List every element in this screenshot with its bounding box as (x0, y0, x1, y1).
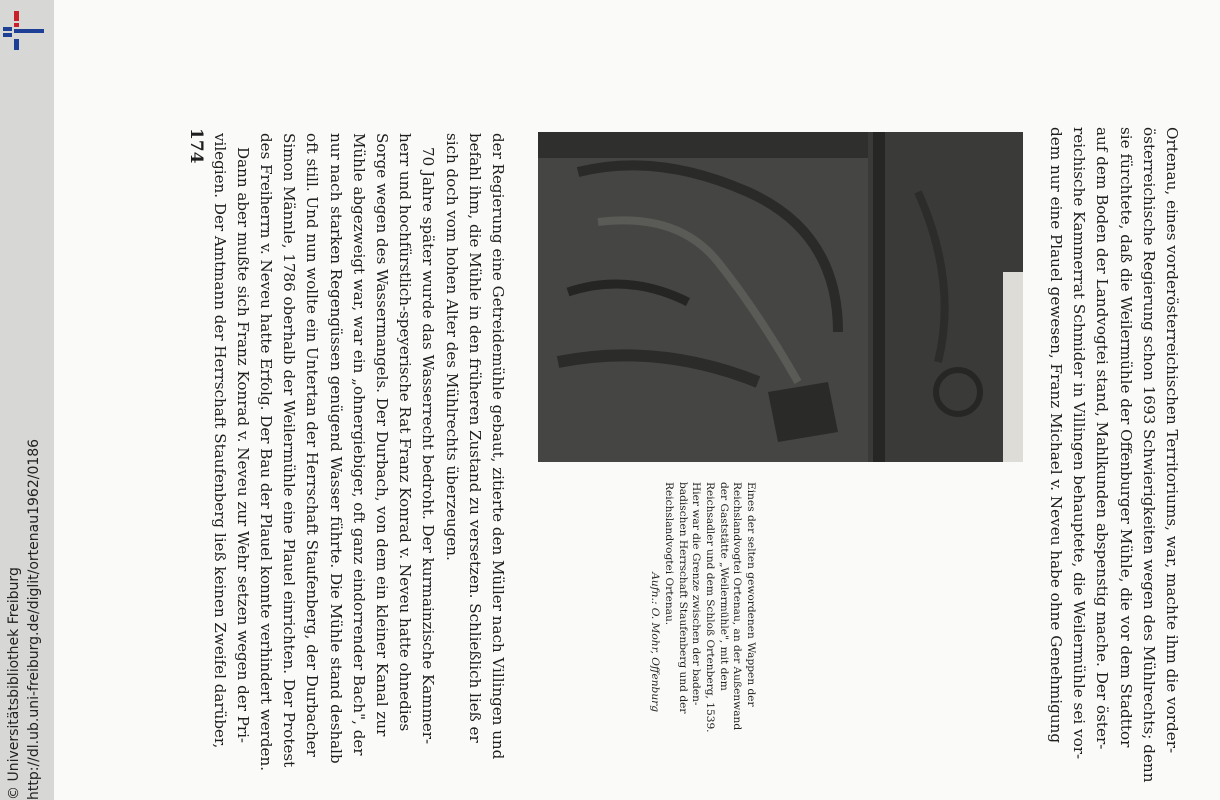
text-line: oft still. Und nun wollte ein Untertan der Herrschaft Staufenberg, der Durbacher (303, 133, 322, 757)
caption-line: badischen Herrschaft Staufenberg und der (676, 482, 689, 714)
photo-credit: Aufn.: O. Mohr, Offenburg (649, 572, 662, 712)
top-paragraph (1044, 127, 1183, 783)
text-line: nur nach starken Regengüssen genügend Wasser führte. Die Mühle stand deshalb (326, 133, 345, 764)
copyright-notice: © Universitätsbibliothek Freiburg (6, 567, 22, 800)
text-line: sie fürchtete, daß die Weilermühle der Offenburger Mühle, die vor dem Stadttor (1116, 127, 1135, 748)
text-line: reichische Kammerrat Schmider in Villingen behauptete, die Weilermühle sei vor- (1070, 127, 1089, 760)
main-text (208, 133, 509, 771)
caption-line: Reichslandvogtei Ortenau, an der Außenwand (731, 482, 744, 731)
caption-line: Reichsadler und dem Schloß Ortenberg, 1539. (703, 482, 716, 733)
scanned-page (54, 0, 1220, 800)
text-line: der Regierung eine Getreidemühle gebaut, zitierte den Müller nach Villingen und (489, 133, 507, 760)
text-line: befahl ihm, die Mühle in den früheren Zustand zu versetzen. Schließlich ließ er (465, 133, 484, 743)
text-line: sich doch vom hohen Alter des Mühlrechts überzeugen. (442, 133, 461, 561)
photo-caption (648, 482, 758, 733)
text-line: Simon Männle, 1786 oberhalb der Weilermühle eine Plauel einrichten. Der Protest (280, 133, 299, 768)
text-line: auf dem Boden der Landvogtei stand, Mahlkunden abspenstig mache. Der öster- (1093, 127, 1112, 750)
text-line: Ortenau, eines vorderösterreichischen Territoriums, war, machte ihm die vorder- (1163, 127, 1181, 754)
text-line: österreichische Regierung schon 1693 Schwierigkeiten wegen des Mühlrechts; denn (1139, 127, 1158, 783)
caption-line: Reichslandvogtei Ortenau. (662, 482, 675, 626)
viewer-sidebar (0, 0, 54, 800)
caption-line: Hier war die Grenze zwischen der baden- (690, 482, 703, 706)
text-line: herr und hochfürstlich-speyerische Rat Franz Konrad v. Neveu hatte ohnedies (396, 133, 415, 732)
coat-of-arms-photo (538, 132, 1023, 462)
text-line: dem nur eine Plauel gewesen, Franz Michael v. Neveu habe ohne Genehmigung (1047, 127, 1066, 744)
text-line: Mühle abgezweigt war, war ein „ohnergiebiger, oft ganz eindorrender Bach", der (349, 133, 368, 756)
caption-line: der Gaststätte „Weilermühle", mit dem (717, 482, 730, 691)
caption-line: Eines der selten gewordenen Wappen der (745, 482, 757, 707)
page-url[interactable]: http://dl.ub.uni-freiburg.de/diglit/ortenau1962/0186 (26, 438, 42, 800)
text-line: Dann aber mußte sich Franz Konrad v. Neveu zur Wehr setzen wegen der Pri- (233, 147, 252, 744)
text-line: des Freiherrn v. Neveu hatte Erfolg. Der Bau der Plauel konnte verhindert werden. (257, 133, 276, 772)
text-line: Sorge wegen des Wassermangels. Der Durbach, von dem ein kleiner Kanal zur (373, 133, 392, 737)
text-line: 70 Jahre später wurde das Wasserrecht bedroht. Der kurmainzische Kammer- (419, 147, 438, 745)
page-number: 174 (186, 128, 206, 164)
text-line: vilegien. Der Amtmann der Herrschaft Staufenberg ließ keinen Zweifel darüber, (210, 133, 229, 749)
